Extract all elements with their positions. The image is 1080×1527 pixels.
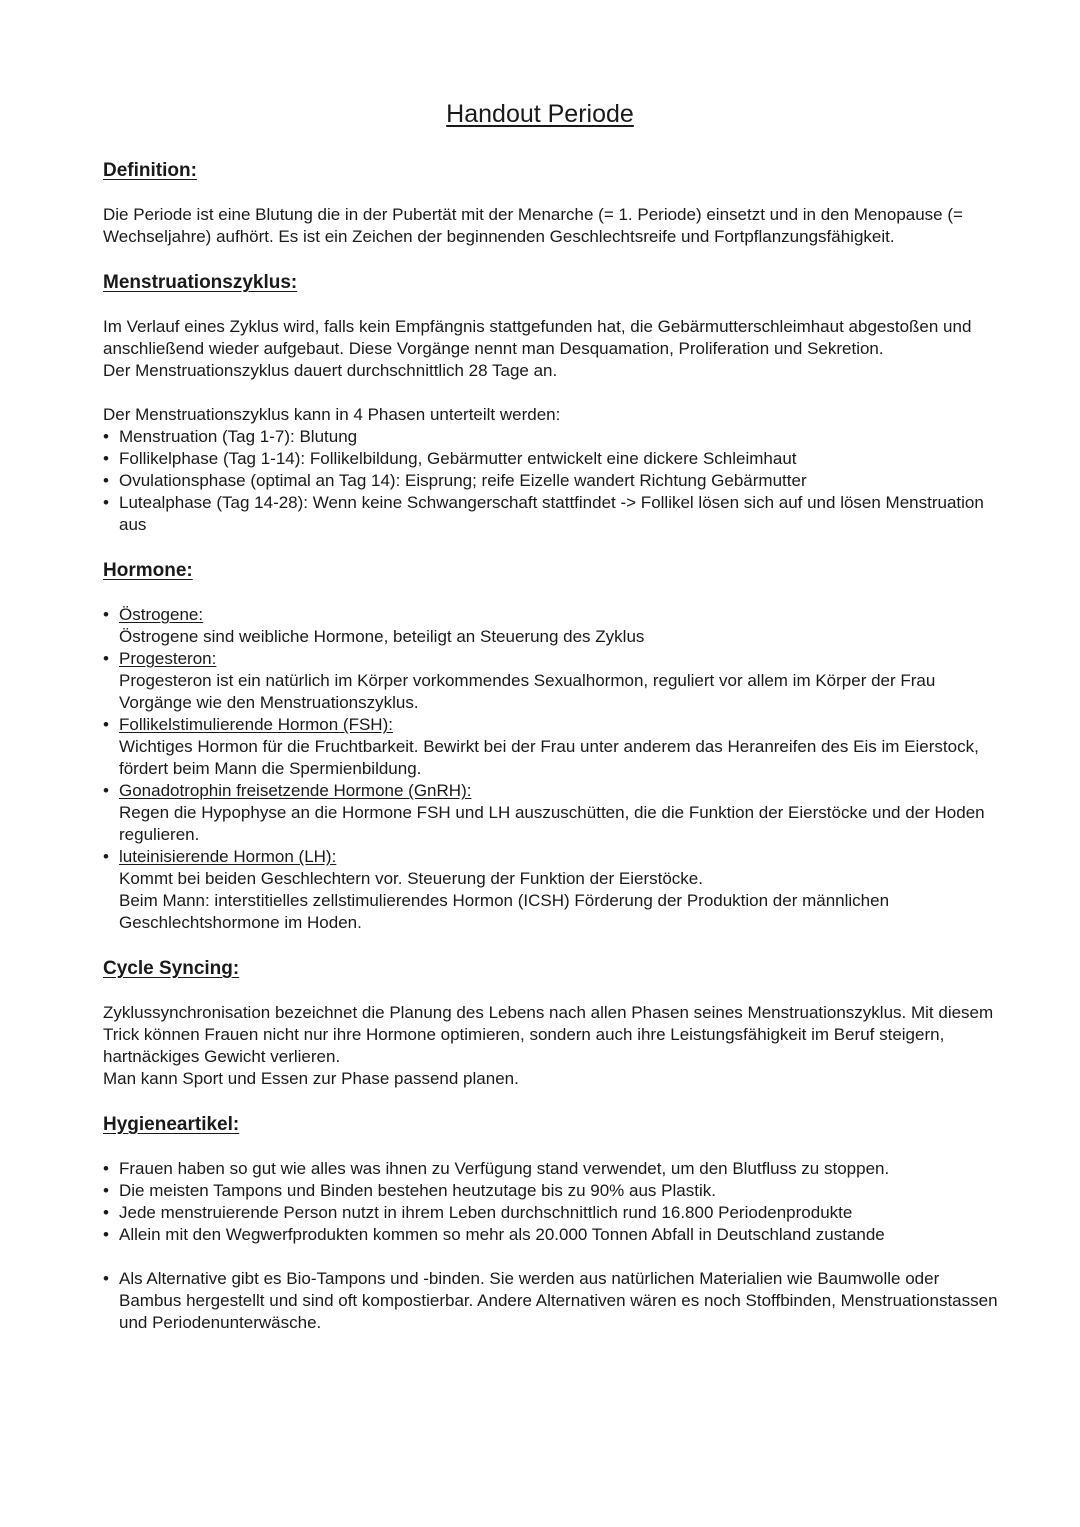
hygiene-fact: • Die meisten Tampons und Binden bestehen heutzutage bis zu 90% aus Plastik. [103, 1180, 1003, 1202]
heading-hormones: Hormone: [103, 560, 193, 581]
hormone-name: • Progesteron: [119, 649, 217, 668]
hormone-item [103, 714, 1003, 780]
hormone-name: • Östrogene: [119, 605, 204, 624]
phase-item: • Lutealphase (Tag 14-28): Wenn keine Schwangerschaft stattfindet -> Follikel lösen sich auf und lösen Menstruation aus [103, 492, 1003, 536]
section-cycle [103, 270, 1003, 536]
section-hormones [103, 558, 1003, 934]
hormone-desc: Östrogene sind weibliche Hormone, beteiligt an Steuerung des Zyklus [119, 627, 645, 646]
heading-cycle: Menstruationszyklus: [103, 272, 298, 293]
hormone-desc: Kommt bei beiden Geschlechtern vor. Steuerung der Funktion der Eierstöcke. [119, 869, 703, 888]
hormone-item [103, 780, 1003, 846]
hormone-list [103, 604, 1003, 934]
heading-hygiene: Hygieneartikel: [103, 1114, 240, 1135]
hormone-desc-2: Beim Mann: interstitielles zellstimulierendes Hormon (ICSH) Förderung der Produktion der männlichen Geschlechtshormone im Hoden. [119, 891, 890, 932]
heading-cycle-syncing: Cycle Syncing: [103, 958, 240, 979]
hormone-name: • luteinisierende Hormon (LH): [119, 847, 337, 866]
hormone-desc: Progesteron ist ein natürlich im Körper vorkommendes Sexualhormon, reguliert vor allem im Körper der Frau Vorgänge wie den Menstruationszyklus. [119, 671, 936, 712]
hormone-item [103, 604, 1003, 648]
hygiene-alternative-list [103, 1268, 1003, 1334]
section-cycle-syncing [103, 956, 1003, 1090]
definition-text: Die Periode ist eine Blutung die in der Pubertät mit der Menarche (= 1. Periode) einsetzt und in den Menopause (= Wechseljahre) aufhört. Es ist ein Zeichen der beginnenden Geschlechtsreife und Fortpflanzungsfähigkeit. [103, 205, 963, 246]
phase-item: • Menstruation (Tag 1-7): Blutung [103, 426, 1003, 448]
hygiene-alternative: • Als Alternative gibt es Bio-Tampons und -binden. Sie werden aus natürlichen Materialien wie Baumwolle oder Bambus hergestellt und sind oft kompostierbar. Andere Alternativen wären es noch Stoffbinden, Menstruationstassen und Periodenunterwäsche. [103, 1268, 1003, 1334]
hygiene-fact: • Jede menstruierende Person nutzt in ihrem Leben durchschnittlich rund 16.800 Periodenprodukte [103, 1202, 1003, 1224]
cycle-text-2: Der Menstruationszyklus dauert durchschnittlich 28 Tage an. [103, 361, 558, 380]
syncing-text-1: Zyklussynchronisation bezeichnet die Planung des Lebens nach allen Phasen seines Menstruationszyklus. Mit diesem Trick können Frauen nicht nur ihre Hormone optimieren, sondern auch ihre Leistungsfähigkeit im Beruf steigern, hartnäckiges Gewicht verlieren. [103, 1003, 994, 1066]
hygiene-fact: • Allein mit den Wegwerfprodukten kommen so mehr als 20.000 Tonnen Abfall in Deutschland zustande [103, 1224, 1003, 1246]
hormone-item [103, 648, 1003, 714]
page-title: Handout Periode [446, 100, 634, 128]
document-body [103, 158, 1003, 1334]
heading-definition: Definition: [103, 160, 197, 181]
hormone-name: • Follikelstimulierende Hormon (FSH): [119, 715, 393, 734]
syncing-text-2: Man kann Sport und Essen zur Phase passend planen. [103, 1069, 519, 1088]
hormone-name: • Gonadotrophin freisetzende Hormone (GnRH): [119, 781, 472, 800]
hormone-desc: Wichtiges Hormon für die Fruchtbarkeit. Bewirkt bei der Frau unter anderem das Heranreifen des Eis im Eierstock, fördert beim Mann die Spermienbildung. [119, 737, 979, 778]
hygiene-fact-list [103, 1158, 1003, 1246]
hormone-item [103, 846, 1003, 934]
phase-item: • Follikelphase (Tag 1-14): Follikelbildung, Gebärmutter entwickelt eine dickere Schleimhaut [103, 448, 1003, 470]
cycle-intro: Der Menstruationszyklus kann in 4 Phasen unterteilt werden: [103, 405, 561, 424]
section-definition [103, 158, 1003, 248]
cycle-text-1: Im Verlauf eines Zyklus wird, falls kein Empfängnis stattgefunden hat, die Gebärmutterschleimhaut abgestoßen und anschließend wieder aufgebaut. Diese Vorgänge nennt man Desquamation, Proliferation und Sekretion. [103, 317, 972, 358]
phase-item: • Ovulationsphase (optimal an Tag 14): Eisprung; reife Eizelle wandert Richtung Gebärmutter [103, 470, 1003, 492]
phase-list [103, 426, 1003, 536]
section-hygiene [103, 1112, 1003, 1334]
hormone-desc: Regen die Hypophyse an die Hormone FSH und LH auszuschütten, die die Funktion der Eierstöcke und der Hoden regulieren. [119, 803, 985, 844]
hygiene-fact: • Frauen haben so gut wie alles was ihnen zu Verfügung stand verwendet, um den Blutfluss zu stoppen. [103, 1158, 1003, 1180]
